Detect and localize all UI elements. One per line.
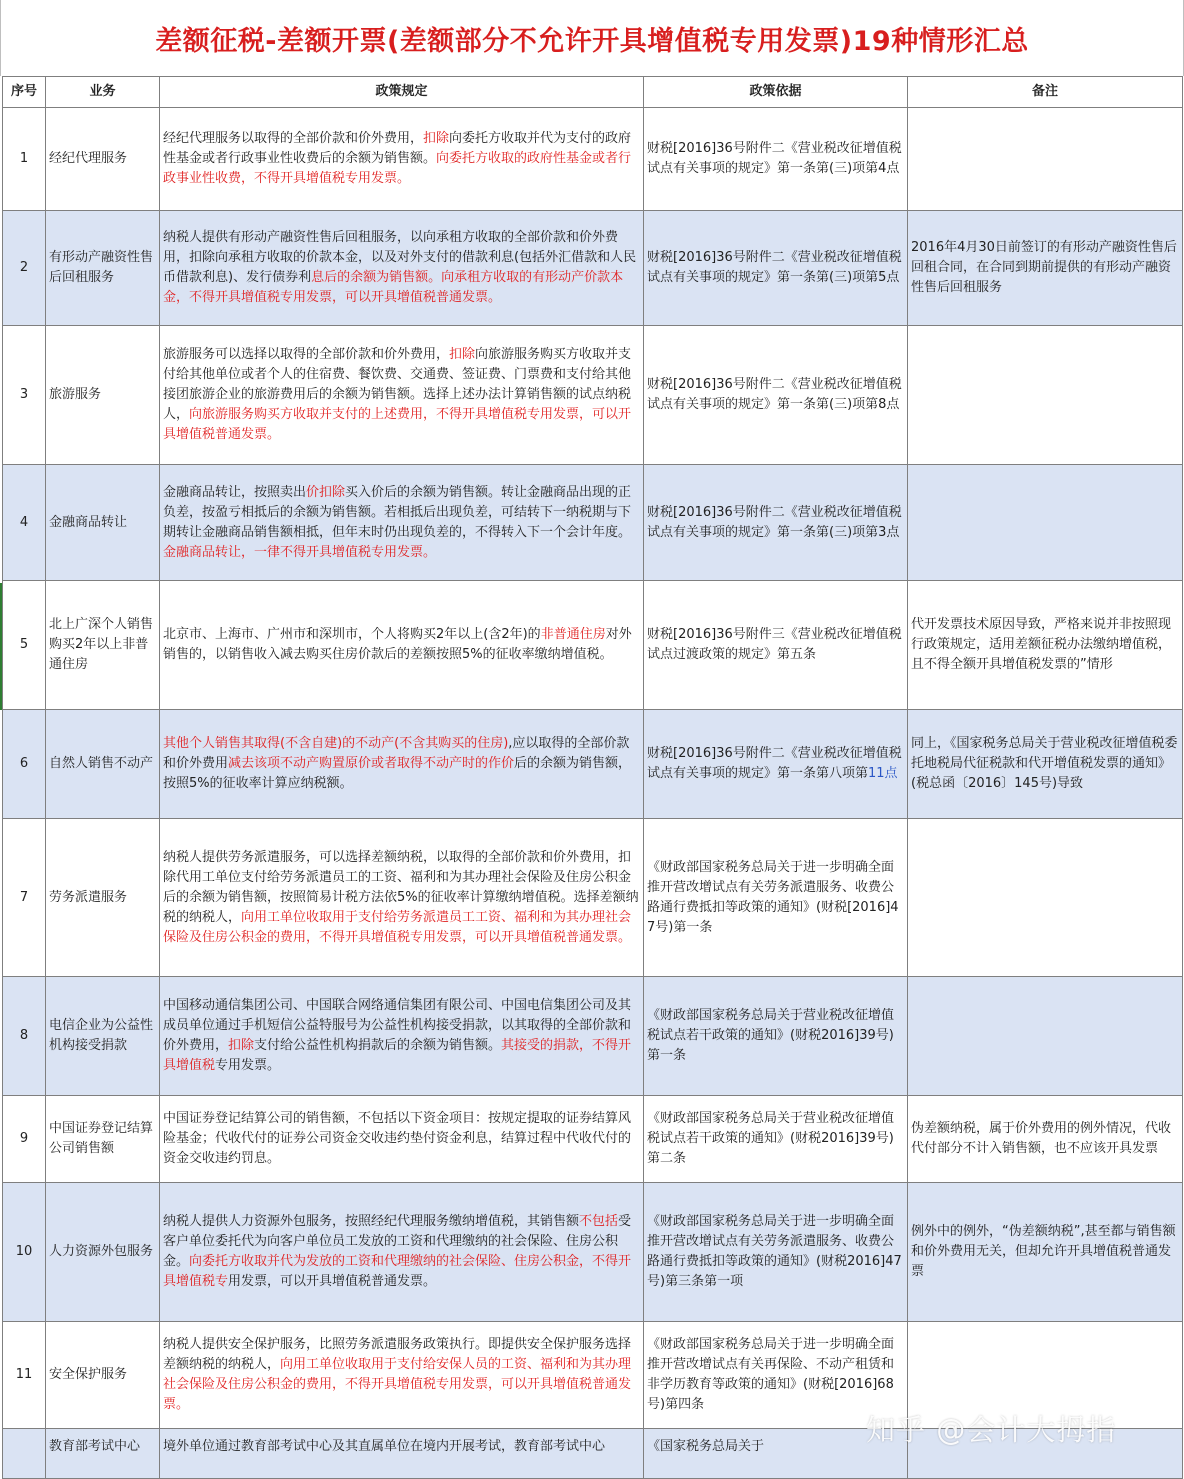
table-row [3,581,1183,710]
text-run: 财税[2016]36号附件二《营业税改征增值税试点有关事项的规定》第一条第(三)项第8点 [647,377,902,412]
text-run: 《财政部国家税务总局关于进一步明确全面推开营改增试点有关劳务派遣服务、收费公路通行费抵扣等政策的通知》(财税2016]47号)第三条第一项 [647,1214,902,1289]
table-row [3,326,1183,465]
header-policy: 政策规定 [160,77,644,108]
header-note: 备注 [908,77,1183,108]
text-run: 例外中的例外，“伪差额纳税”,甚至都与销售额和价外费用无关，但却允许开具增值税普通发票 [911,1224,1176,1279]
cell-policy [160,1183,644,1322]
table-row [3,1322,1183,1429]
cell-business: 旅游服务 [46,326,160,465]
cell-basis [644,819,908,977]
cell-note [908,1096,1183,1183]
text-run: 代开发票技术原因导致，严格来说并非按照现行政策规定，适用差额征税办法缴纳增值税，且不得全额开具增值税发票的”情形 [911,617,1172,672]
cell-num: 3 [3,326,46,465]
text-run: 中国证券登记结算公司的销售额，不包括以下资金项目：按规定提取的证券结算风险基金；代收代付的证券公司资金交收违约垫付资金利息，结算过程中代收代付的资金交收违约罚息。 [163,1111,632,1166]
text-run: 向旅游服务购买方收取并支付给其他单位或者个人的住宿费、餐饮费、交通费、签证费、门票费和支付给其他接团旅游企业的旅游费用后的余额为销售额。选择上述办法计算销售额的试点纳税人， [163,347,632,422]
cell-num: 4 [3,465,46,581]
text-run: 经纪代理服务以取得的全部价款和价外费用， [163,131,424,146]
table-row [3,1429,1183,1479]
cell-policy [160,977,644,1096]
text-run: 金融商品转让，按照卖出 [163,484,307,500]
cell-basis [644,326,908,465]
cell-policy [160,211,644,326]
table-row [3,819,1183,977]
cell-num: 10 [3,1183,46,1322]
text-run: 受客户单位委托代为向客户单位员工发放的工资和代理缴纳的社会保险、住房公积金。 [163,1214,632,1269]
highlight-red: 不包括 [579,1214,619,1229]
cell-basis [644,581,908,710]
table-row [3,1096,1183,1183]
cell-business: 教育部考试中心 [46,1429,160,1479]
highlight-red: 其接受的捐款，不得开具增值税 [163,1038,632,1073]
cell-business: 电信企业为公益性机构接受捐款 [46,977,160,1096]
text-run: 纳税人提供劳务派遣服务，可以选择差额纳税，以取得的全部价款和价外费用，扣除代用工单位支付给劳务派遣员工的工资、福利和为其办理社会保险及住房公积金后的余额为销售额，按照简易计税方法依5%的征收率计算缴纳增值税。选择差额纳税的纳税人， [163,849,639,925]
cell-policy [160,1429,644,1479]
text-run: 境外单位通过教育部考试中心及其直属单位在境内开展考试，教育部考试中心 [163,1439,606,1454]
cell-note [908,977,1183,1096]
highlight-blue: 11点 [868,766,898,781]
highlight-red: 扣除 [423,131,450,146]
cell-policy [160,819,644,977]
text-run: 伪差额纳税，属于价外费用的例外情况，代收代付部分不计入销售额，也不应该开具发票 [911,1121,1172,1156]
watermark: 知乎 @会计大拇指 [866,1413,1117,1447]
header-business: 业务 [46,77,160,108]
highlight-red: 价扣除 [306,484,346,500]
cell-note [908,108,1183,211]
cell-basis [644,1322,908,1429]
table-row [3,108,1183,211]
cell-num [3,1429,46,1479]
cell-policy [160,465,644,581]
text-run: 旅游服务可以选择以取得的全部价款和价外费用， [163,347,450,362]
text-run: 买入价后的余额为销售额。转让金融商品出现的正负差，按盈亏相抵后的余额为销售额。若相抵后出现负差，可结转下一纳税期与下期转让金融商品销售额相抵，但年末时仍出现负差的，不得转入下一个会计年度。 [163,484,632,540]
cell-basis [644,465,908,581]
text-run: 《财政部国家税务总局关于进一步明确全面推开营改增试点有关劳务派遣服务、收费公路通行费抵扣等政策的通知》(财税[2016]47号)第一条 [647,859,899,935]
highlight-red: 非普通住房 [540,627,606,642]
highlight-red: 向委托方收取的政府性基金或者行政事业性收费，不得开具增值税专用发票。 [163,151,632,186]
cell-note [908,1183,1183,1322]
table-row [3,977,1183,1096]
cell-business: 劳务派遣服务 [46,819,160,977]
highlight-red: 向用工单位收取用于支付给劳务派遣员工工资、福利和为其办理社会保险及住房公积金的费用，不得开具增值税专用发票，可以开具增值税普通发票。 [163,909,632,945]
highlight-red: 扣除 [449,347,476,362]
text-run: 《国家税务总局关于 [647,1439,765,1454]
table-row [3,465,1183,581]
text-run: 纳税人提供人力资源外包服务，按照经纪代理服务缴纳增值税，其销售额 [163,1214,580,1229]
table-body [3,108,1183,1479]
cell-basis [644,1429,908,1479]
cell-business: 金融商品转让 [46,465,160,581]
table-row [3,211,1183,326]
text-run: 纳税人提供安全保护服务，比照劳务派遣服务政策执行。即提供安全保护服务选择差额纳税的纳税人， [163,1337,632,1372]
highlight-red: 息后的余额为销售额。向承租方收取的有形动产价款本金，不得开具增值税专用发票，可以开具增值税普通发票。 [163,270,624,305]
policy-table [2,76,1183,1479]
text-run: 对外销售的，以销售收入减去购买住房价款后的差额按照5%的征收率缴纳增值税。 [163,627,632,662]
header-num: 序号 [3,77,46,108]
cell-num: 5 [3,581,46,710]
text-run: 专用发票。 [215,1058,281,1073]
cell-note [908,1322,1183,1429]
cell-note [908,710,1183,819]
highlight-red: 向旅游服务购买方收取并支付的上述费用，不得开具增值税专用发票，可以开具增值税普通发票。 [163,407,632,442]
text-run: 同上，《国家税务总局关于营业税改征增值税委托地税局代征税款和代开增值税发票的通知》(税总函〔2016〕145号)导致 [911,736,1178,791]
text-run: 财税[2016]36号附件二《营业税改征增值税试点有关事项的规定》第一条第(三)项第3点 [647,504,902,540]
cell-business: 中国证券登记结算公司销售额 [46,1096,160,1183]
cell-num: 2 [3,211,46,326]
cell-basis [644,710,908,819]
table-row [3,1183,1183,1322]
cell-policy [160,581,644,710]
cell-note [908,326,1183,465]
cell-policy [160,1096,644,1183]
cell-note [908,211,1183,326]
cell-business: 经纪代理服务 [46,108,160,211]
text-run: 向委托方收取并代为支付的政府性基金或者行政事业性收费后的余额为销售额。 [163,131,632,166]
cell-num: 7 [3,819,46,977]
cell-policy [160,108,644,211]
table-row [3,710,1183,819]
text-run: 后的余额为销售额，按照5%的征收率计算应纳税额。 [163,756,632,791]
cell-basis [644,1183,908,1322]
text-run: ,应以取得的全部价款和价外费用 [163,736,630,771]
text-run: 支付给公益性机构捐款后的余额为销售额。 [254,1038,502,1053]
cell-business: 北上广深个人销售购买2年以上非普通住房 [46,581,160,710]
cell-policy [160,710,644,819]
cell-note [908,465,1183,581]
cell-num: 9 [3,1096,46,1183]
cell-note [908,581,1183,710]
cell-policy [160,1322,644,1429]
text-run: 《财政部国家税务总局关于营业税改征增值税试点若干政策的通知》(财税2016]39号)第二条 [647,1111,895,1166]
row-selection-marker [0,583,2,710]
cell-business: 人力资源外包服务 [46,1183,160,1322]
cell-basis [644,211,908,326]
highlight-red: 扣除 [228,1038,255,1053]
cell-num: 6 [3,710,46,819]
title-bar [0,0,1184,76]
cell-num: 11 [3,1322,46,1429]
highlight-red: 减去该项不动产购置原价或者取得不动产时的作价 [228,756,515,771]
cell-num: 1 [3,108,46,211]
cell-num: 8 [3,977,46,1096]
highlight-red: 向委托方收取并代为发放的工资和代理缴纳的社会保险、住房公积金，不得开具增值税专 [163,1254,632,1289]
cell-business: 有形动产融资性售后回租服务 [46,211,160,326]
cell-note [908,1429,1183,1479]
header-basis: 政策依据 [644,77,908,108]
highlight-red: 金融商品转让，一律不得开具增值税专用发票。 [163,544,437,560]
text-run: 财税[2016]36号附件三《营业税改征增值税试点过渡政策的规定》第五条 [647,627,902,662]
cell-basis [644,1096,908,1183]
text-run: 《财政部国家税务总局关于进一步明确全面推开营改增试点有关再保险、不动产租赁和非学历教育等政策的通知》(财税[2016]68号)第四条 [647,1337,895,1412]
cell-note [908,819,1183,977]
text-run: 财税[2016]36号附件二《营业税改征增值税试点有关事项的规定》第一条第(三)项第5点 [647,250,902,285]
cell-business: 安全保护服务 [46,1322,160,1429]
cell-basis [644,108,908,211]
text-run: 财税[2016]36号附件二《营业税改征增值税试点有关事项的规定》第一条第(三)项第4点 [647,141,902,176]
cell-policy [160,326,644,465]
text-run: 财税[2016]36号附件二《营业税改征增值税试点有关事项的规定》第一条第八项第 [647,746,902,781]
header-row [3,77,1183,108]
highlight-red: 其他个人销售其取得(不含自建)的不动产(不含其购买的住房) [163,736,509,751]
text-run: 用发票，可以开具增值税普通发票。 [228,1274,437,1289]
text-run: 纳税人提供有形动产融资性售后回租服务，以向承租方收取的全部价款和价外费用，扣除向承租方收取的价款本金，以及对外支付的借款利息(包括外汇借款和人民币借款利息)、发行债券利 [163,230,637,285]
text-run: 《财政部国家税务总局关于营业税改征增值税试点若干政策的通知》(财税2016]39号)第一条 [647,1008,895,1063]
text-run: 中国移动通信集团公司、中国联合网络通信集团有限公司、中国电信集团公司及其成员单位通过手机短信公益特服号为公益性机构接受捐款，以其取得的全部价款和价外费用， [163,998,632,1053]
cell-business: 自然人销售不动产 [46,710,160,819]
highlight-red: 向用工单位收取用于支付给安保人员的工资、福利和为其办理社会保险及住房公积金的费用，不得开具增值税专用发票，可以开具增值税普通发票。 [163,1357,632,1412]
text-run: 北京市、上海市、广州市和深圳市，个人将购买2年以上(含2年)的 [163,627,541,642]
page-title: 差额征税-差额开票(差额部分不允许开具增值税专用发票)19种情形汇总 [155,25,1029,57]
text-run: 2016年4月30日前签订的有形动产融资性售后回租合同，在合同到期前提供的有形动产融资性售后回租服务 [911,240,1177,295]
cell-basis [644,977,908,1096]
